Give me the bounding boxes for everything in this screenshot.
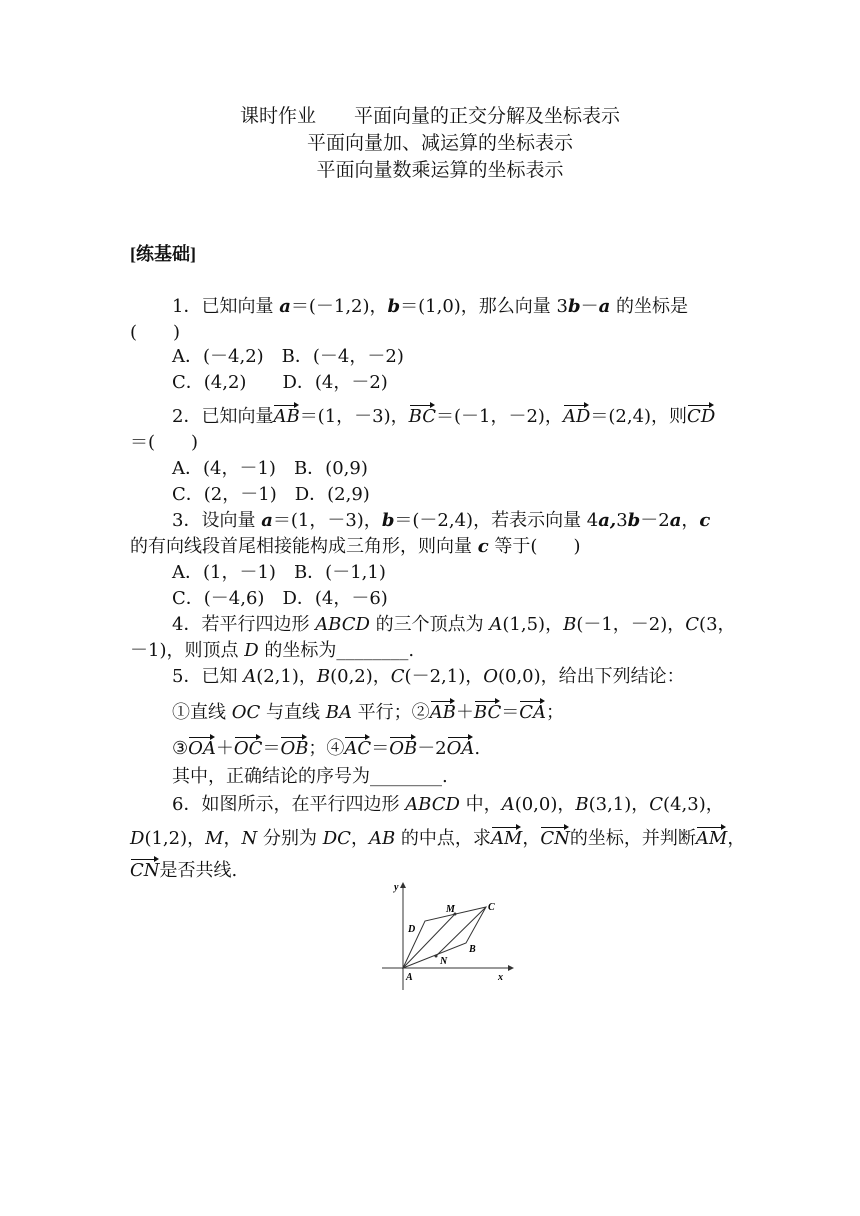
q1-line-2: ( )	[130, 322, 181, 343]
vector-ad: AD	[563, 404, 590, 430]
label-m: M	[446, 904, 455, 915]
label-n: N	[440, 956, 448, 967]
vector-cd: CD	[687, 404, 715, 430]
q3-line-2: 的有向线段首尾相接能构成三角形，则向量 c 等于( )	[130, 536, 581, 557]
vector-ob: OB	[389, 736, 417, 762]
x-axis-arrow	[508, 965, 514, 971]
y-axis-arrow	[400, 882, 406, 888]
segment-cn	[436, 907, 486, 956]
q3-options-a-b: A．(1，－1) B．(－1,1)	[172, 562, 386, 583]
q1-line-1: 1．已知向量 a＝(－1,2)，b＝(1,0)，那么向量 3b－a 的坐标是	[172, 296, 688, 317]
q5-line-2: ①直线 OC 与直线 BA 平行；②AB＋BC＝CA；	[172, 700, 564, 726]
title-line-3: 平面向量数乘运算的坐标表示	[316, 159, 564, 181]
vector-ab: AB	[273, 404, 299, 430]
title-line-1: 课时作业 平面向量的正交分解及坐标表示	[239, 105, 620, 127]
vector-cn: CN	[130, 858, 160, 884]
point-n	[435, 955, 438, 958]
q2-options-c-d: C．(2，－1) D．(2,9)	[172, 484, 370, 505]
vector-oc: OC	[234, 736, 263, 762]
label-y: y	[394, 882, 399, 893]
q2-options-a-b: A．(4，－1) B．(0,9)	[172, 458, 368, 479]
vector-ca: CA	[519, 700, 546, 726]
parallelogram-diagram	[380, 880, 515, 992]
q6-line-3: CN是否共线.	[130, 858, 237, 884]
label-c: C	[488, 902, 495, 913]
label-a: A	[406, 972, 413, 983]
q6-line-2: D(1,2)，M，N 分别为 DC，AB 的中点，求AM，CN的坐标，并判断AM，	[130, 826, 745, 852]
vector-ob: OB	[280, 736, 308, 762]
title-line-2: 平面向量加、减运算的坐标表示	[306, 132, 573, 154]
q1-options-a-b: A．(－4,2) B．(－4，－2)	[172, 346, 404, 367]
vector-cn: CN	[540, 826, 570, 852]
section-label: [练基础]	[130, 244, 196, 264]
label-d: D	[408, 924, 416, 935]
q4-line-2: －1)，则顶点 D 的坐标为________.	[130, 640, 415, 661]
vector-am: AM	[696, 826, 727, 852]
q1-options-c-d: C．(4,2) D．(4，－2)	[172, 372, 388, 393]
vector-bc: BC	[409, 404, 436, 430]
q5-line-4: 其中，正确结论的序号为________.	[172, 766, 448, 787]
vector-oa: OA	[188, 736, 216, 762]
q2-line-1: 2．已知向量AB＝(1，－3)，BC＝(－1，－2)，AD＝(2,4)，则CD	[172, 404, 715, 430]
vector-bc: BC	[474, 700, 501, 726]
vector-oa: OA	[447, 736, 475, 762]
parallelogram-figure	[380, 880, 515, 996]
vector-ab: AB	[430, 700, 456, 726]
q5-line-3: ③OA＋OC＝OB；④AC＝OB－2OA.	[172, 736, 480, 762]
q3-line-1: 3．设向量 a＝(1，－3)，b＝(－2,4)，若表示向量 4a,3b－2a，c	[172, 510, 711, 531]
label-x: x	[498, 972, 503, 983]
vector-am: AM	[491, 826, 522, 852]
vector-ac: AC	[344, 736, 371, 762]
q2-line-2: ＝( )	[130, 432, 199, 453]
q5-line-1: 5．已知 A(2,1)，B(0,2)，C(－2,1)，O(0,0)，给出下列结论：	[172, 666, 685, 687]
q4-line-1: 4．若平行四边形 ABCD 的三个顶点为 A(1,5)，B(－1，－2)，C(3，	[172, 614, 736, 635]
q6-line-1: 6．如图所示，在平行四边形 ABCD 中，A(0,0)，B(3,1)，C(4,3)，	[172, 794, 724, 815]
label-b: B	[469, 944, 476, 955]
q3-options-c-d: C．(－4,6) D．(4，－6)	[172, 588, 388, 609]
